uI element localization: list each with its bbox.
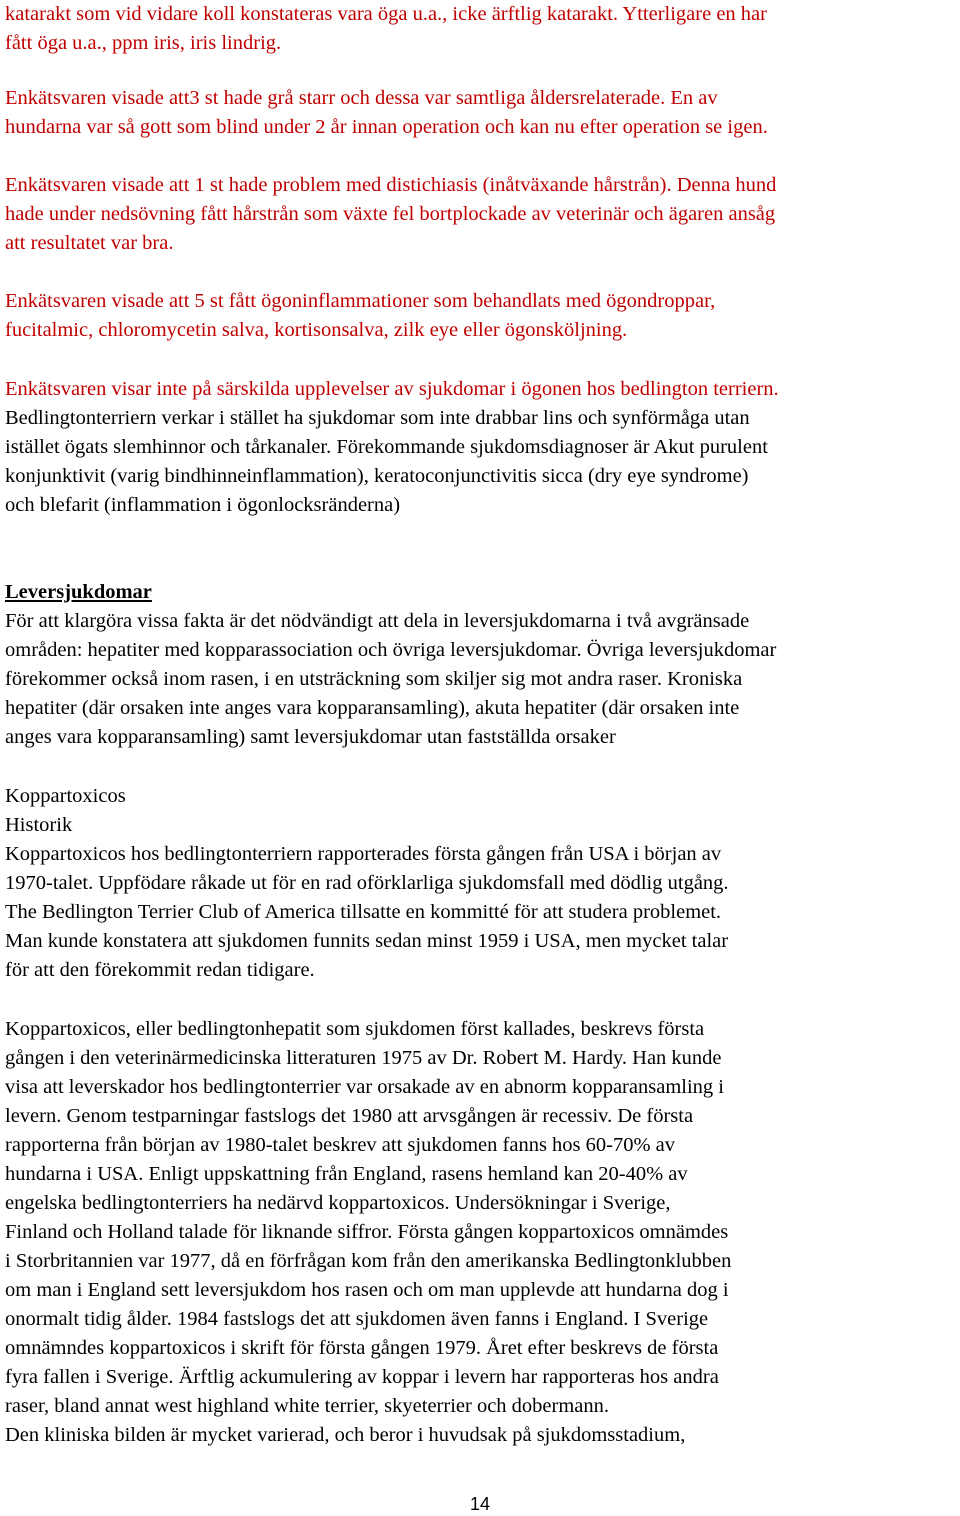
paragraph-bedlington-hepatitis — [5, 1015, 959, 1450]
text-line: Enkätsvaren visade att 1 st hade problem med distichiasis (inåtväxande hårstrån). Denna hund — [5, 174, 777, 196]
text-line: Koppartoxicos, eller bedlingtonhepatit som sjukdomen först kallades, beskrevs första — [5, 1018, 705, 1040]
text-line: onormalt tidig ålder. 1984 fastslogs det att sjukdomen även fanns i England. I Sverige — [5, 1308, 709, 1330]
paragraph-eye-summary — [5, 375, 959, 520]
text-line: engelska bedlingtonterriers ha nedärvd koppartoxicos. Undersökningar i Sverige, — [5, 1192, 671, 1214]
text-line: gången i den veterinärmedicinska litteraturen 1975 av Dr. Robert M. Hardy. Han kunde — [5, 1047, 722, 1069]
paragraph-cataract-continued — [5, 0, 959, 58]
section-copper-toxicosis — [5, 782, 959, 985]
text-line: hade under nedsövning fått hårstrån som växte fel bortplockade av veterinär och ägaren ansåg — [5, 203, 776, 225]
subsection-subtitle: Historik — [5, 814, 73, 836]
text-line: raser, bland annat west highland white terrier, skyeterrier och dobermann. — [5, 1395, 610, 1417]
text-line: 1970-talet. Uppfödare råkade ut för en rad oförklarliga sjukdomsfall med dödlig utgång. — [5, 872, 729, 894]
text-line: fått öga u.a., ppm iris, iris lindrig. — [5, 32, 282, 54]
text-line: Man kunde konstatera att sjukdomen funnits sedan minst 1959 i USA, men mycket talar — [5, 930, 729, 952]
text-line-red: Enkätsvaren visar inte på särskilda upplevelser av sjukdomar i ögonen hos bedlington terriern. — [5, 378, 779, 400]
text-line: Finland och Holland talade för liknande siffror. Första gången koppartoxicos omnämdes — [5, 1221, 729, 1243]
text-line: omnämndes koppartoxicos i skrift för första gången 1979. Året efter beskrevs de första — [5, 1337, 719, 1359]
page-number: 14 — [469, 1494, 491, 1514]
paragraph-eye-inflammation — [5, 287, 959, 345]
text-line: hepatiter (där orsaken inte anges vara kopparansamling), akuta hepatiter (där orsaken inte — [5, 697, 740, 719]
text-line: förekommer också inom rasen, i en utsträckning som skiljer sig mot andra raser. Kroniska — [5, 668, 743, 690]
paragraph-gray-cataract — [5, 84, 959, 142]
text-line: att resultatet var bra. — [5, 232, 174, 254]
text-line: och blefarit (inflammation i ögonlocksränderna) — [5, 494, 401, 516]
text-line: levern. Genom testparningar fastslogs det 1980 att arvsgången är recessiv. De första — [5, 1105, 694, 1127]
section-liver-diseases — [5, 578, 959, 752]
text-line: i Storbritannien var 1977, då en förfrågan kom från den amerikanska Bedlingtonklubben — [5, 1250, 732, 1272]
text-line: anges vara kopparansamling) samt leversjukdomar utan fastställda orsaker — [5, 726, 616, 748]
text-line: om man i England sett leversjukdom hos rasen och om man upplevde att hundarna dog i — [5, 1279, 729, 1301]
text-line: katarakt som vid vidare koll konstateras vara öga u.a., icke ärftlig katarakt. Ytterligare en har — [5, 3, 767, 25]
text-line: rapporterna från början av 1980-talet beskrev att sjukdomen fanns hos 60-70% av — [5, 1134, 676, 1156]
text-line: Den kliniska bilden är mycket varierad, och beror i huvudsak på sjukdomsstadium, — [5, 1424, 686, 1446]
subsection-title: Koppartoxicos — [5, 785, 126, 807]
section-heading: Leversjukdomar — [5, 581, 152, 603]
text-line: Koppartoxicos hos bedlingtonterriern rapporterades första gången från USA i början av — [5, 843, 722, 865]
text-line: konjunktivit (varig bindhinneinflammation), keratoconjunctivitis sicca (dry eye syndrome) — [5, 465, 749, 487]
text-line: Bedlingtonterriern verkar i stället ha sjukdomar som inte drabbar lins och synförmåga utan — [5, 407, 750, 429]
text-line: fucitalmic, chloromycetin salva, kortisonsalva, zilk eye eller ögonsköljning. — [5, 319, 628, 341]
text-line: fyra fallen i Sverige. Ärftlig ackumulering av koppar i levern har rapporteras hos andra — [5, 1366, 719, 1388]
paragraph-distichiasis — [5, 171, 959, 258]
text-line: hundarna var så gott som blind under 2 år innan operation och kan nu efter operation se igen. — [5, 116, 768, 138]
text-line: Enkätsvaren visade att3 st hade grå starr och dessa var samtliga åldersrelaterade. En av — [5, 87, 718, 109]
text-line: hundarna i USA. Enligt uppskattning från England, rasens hemland kan 20-40% av — [5, 1163, 688, 1185]
text-line: Enkätsvaren visade att 5 st fått ögoninflammationer som behandlats med ögondroppar, — [5, 290, 716, 312]
text-line: områden: hepatiter med kopparassociation och övriga leversjukdomar. Övriga leversjukdomar — [5, 639, 777, 661]
text-line: The Bedlington Terrier Club of America tillsatte en kommitté för att studera problemet. — [5, 901, 722, 923]
text-line: istället ögats slemhinnor och tårkanaler. Förekommande sjukdomsdiagnoser är Akut purulent — [5, 436, 768, 458]
text-line: för att den förekommit redan tidigare. — [5, 959, 315, 981]
text-line: För att klargöra vissa fakta är det nödvändigt att dela in leversjukdomarna i två avgränsade — [5, 610, 750, 632]
text-line: visa att leverskador hos bedlingtonterrier var orsakade av en abnorm kopparansamling i — [5, 1076, 724, 1098]
